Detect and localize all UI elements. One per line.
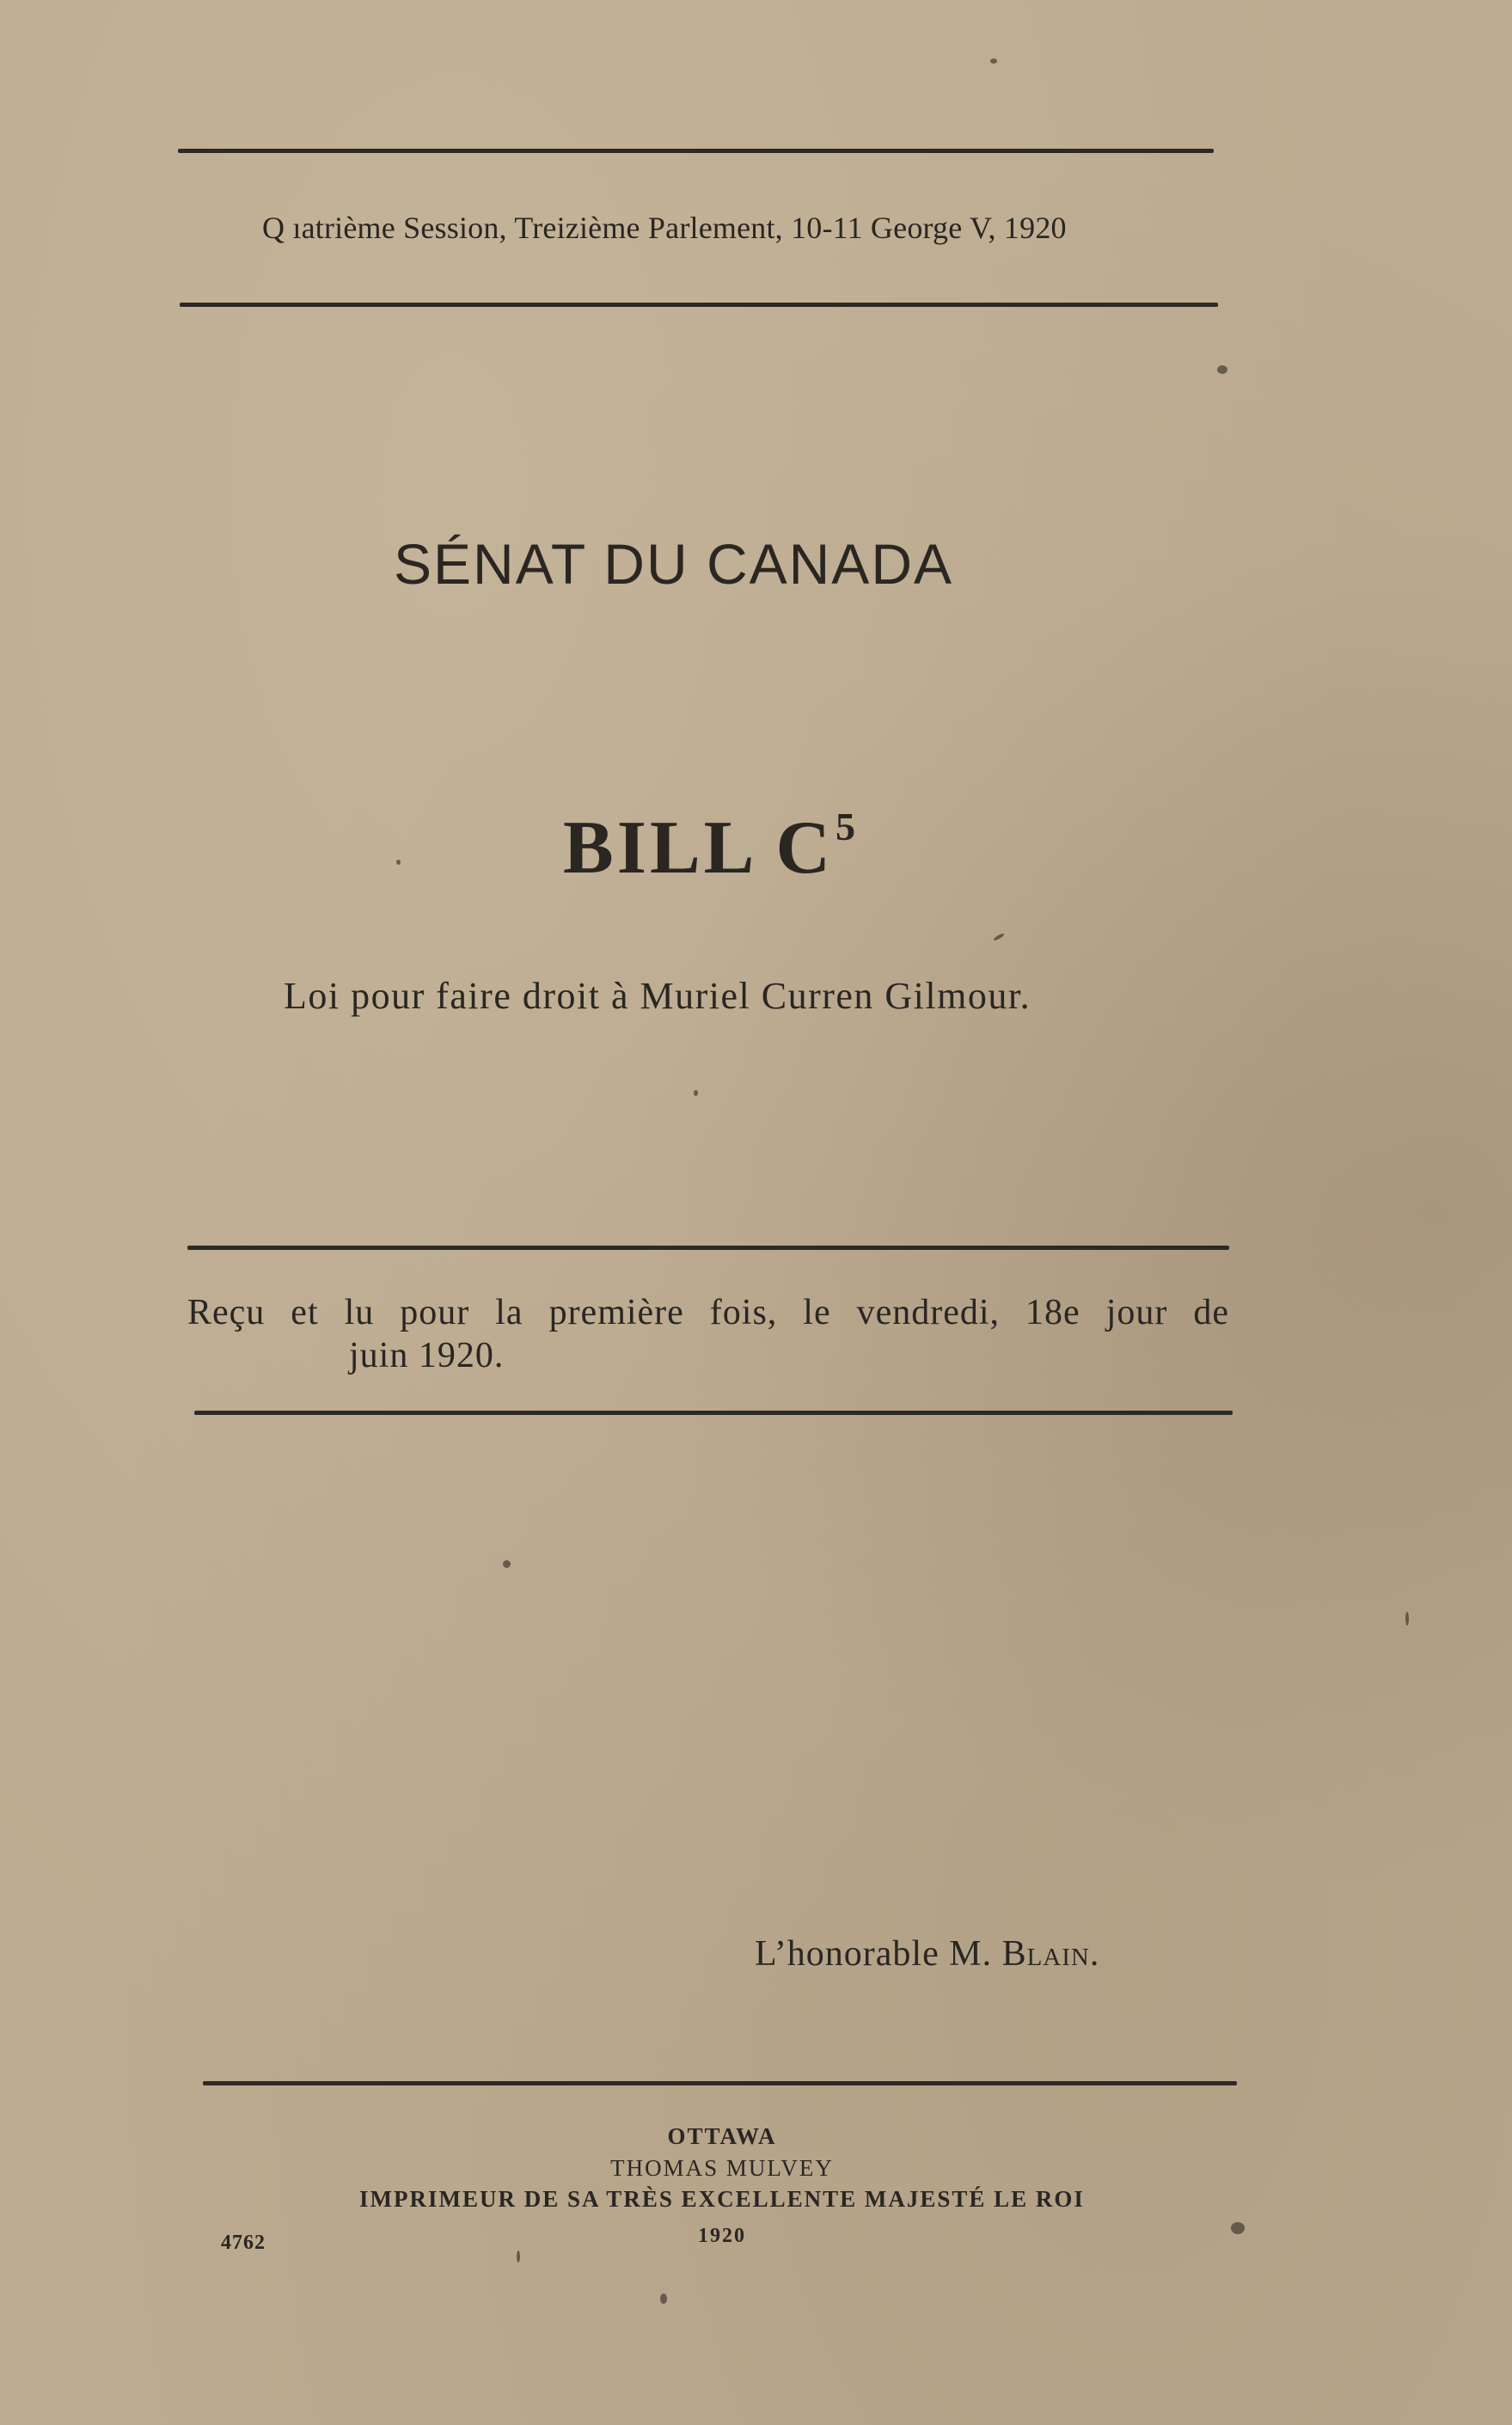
sponsor-name: Blain. — [1001, 1934, 1100, 1974]
middle-rule-1 — [187, 1246, 1229, 1250]
paper-speck — [1217, 365, 1227, 374]
paper-speck — [1405, 1612, 1409, 1626]
sponsor-line — [755, 1933, 1099, 1975]
reading-statement — [187, 1291, 1229, 1377]
bill-description: Loi pour faire droit à Muriel Curren Gilmour. — [284, 975, 1031, 1017]
print-code: 4762 — [221, 2232, 266, 2254]
imprint-city: OTTAWA — [667, 2123, 777, 2149]
top-rule-2 — [180, 303, 1218, 307]
paper-speck — [660, 2293, 667, 2304]
imprint-year: 1920 — [698, 2225, 746, 2247]
paper-speck — [990, 58, 997, 64]
paper-speck — [993, 933, 1005, 941]
paper-speck — [1231, 2222, 1245, 2234]
bill-title — [563, 804, 855, 891]
bottom-rule — [203, 2081, 1237, 2085]
top-rule-1 — [178, 149, 1214, 153]
chamber-title: SÉNAT DU CANADA — [394, 532, 954, 596]
paper-speck — [503, 1560, 511, 1568]
middle-rule-2 — [194, 1411, 1233, 1415]
reading-line-1: Reçu et lu pour la première fois, le vendredi, 18e jour de — [187, 1293, 1229, 1332]
reading-line-2: juin 1920. — [349, 1336, 505, 1375]
imprint-printer: THOMAS MULVEY — [610, 2155, 834, 2181]
paper-speck — [694, 1090, 698, 1096]
bill-label: BILL C — [563, 806, 835, 890]
paper-speck — [517, 2250, 520, 2263]
sponsor-prefix: L’honorable M. — [755, 1934, 1002, 1974]
session-line: Q ıatrième Session, Treizième Parlement, 10-11 George V, 1920 — [262, 211, 1067, 245]
bill-number: 5 — [836, 805, 856, 848]
paper-speck — [396, 860, 401, 865]
imprint-title: IMPRIMEUR DE SA TRÈS EXCELLENTE MAJESTÉ LE ROI — [359, 2186, 1085, 2212]
